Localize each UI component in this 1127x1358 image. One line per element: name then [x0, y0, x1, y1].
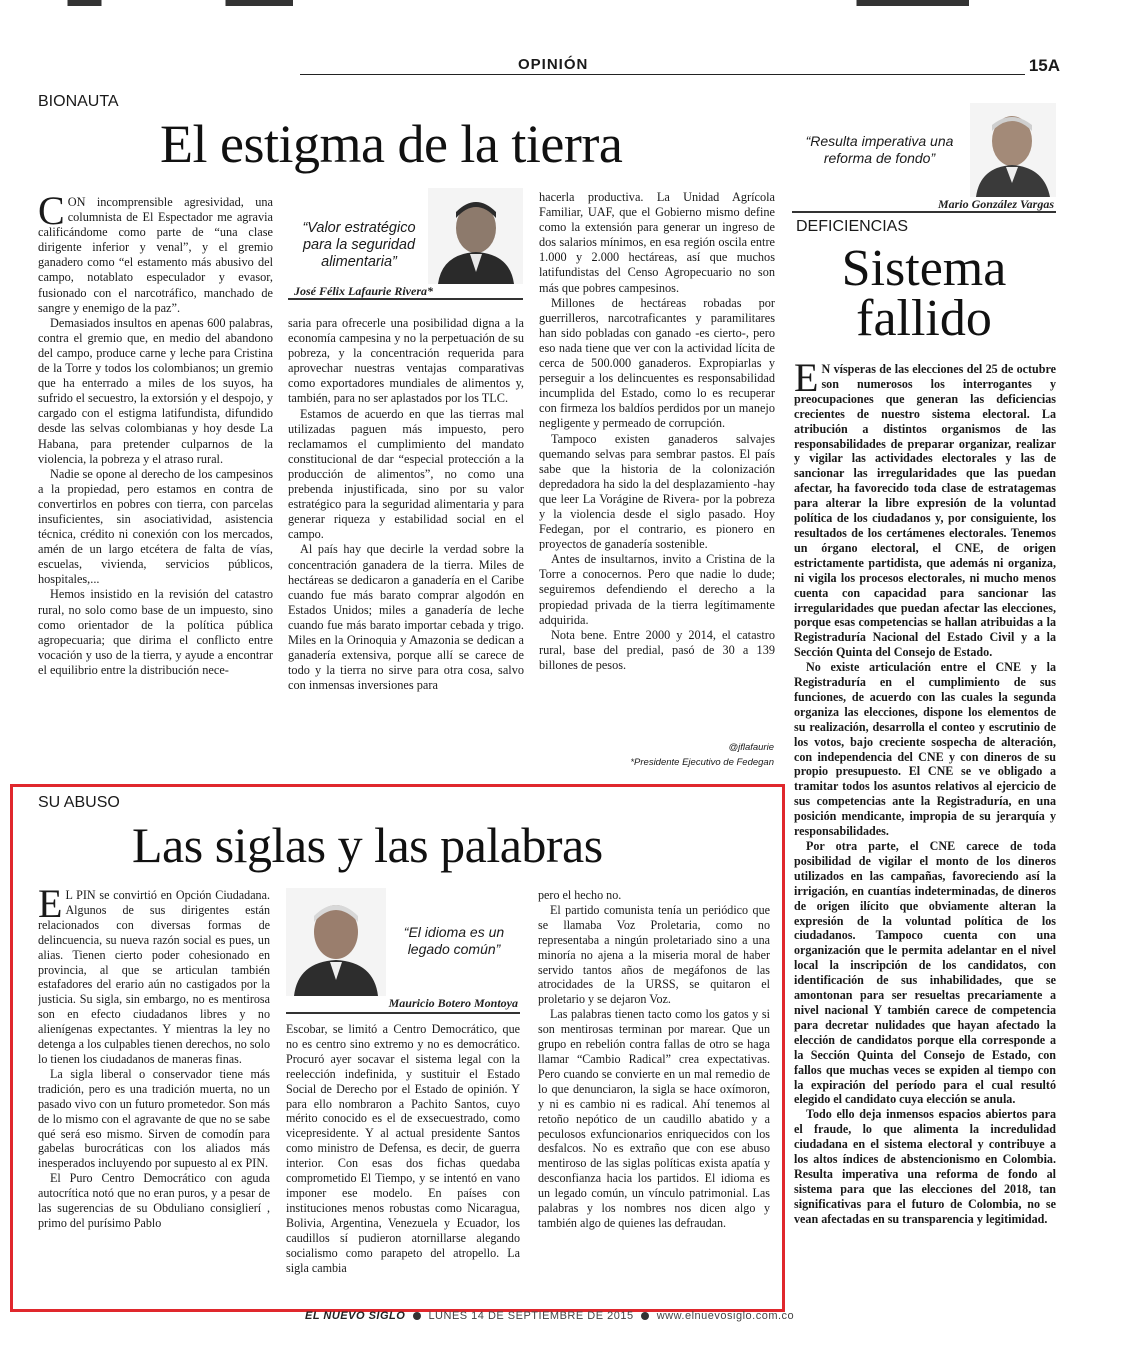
paragraph: Tampoco existen ganaderos salvajes quemando selvas para sembrar pastos. El país sabe que la historia de la colonización depredadora ha sido la del desplazamiento -hay que leer La Vorágine de Rivera- por la pobreza y la violencia desde el siglo pasado. Hoy Fedegan, por el contrario, es pionero en proyectos de ganadería sostenible. — [539, 431, 775, 552]
author-box-botero — [286, 888, 520, 1014]
page-footer — [305, 1310, 865, 1322]
article1-col1 — [38, 195, 273, 770]
portrait-photo — [286, 888, 386, 996]
article3-col3 — [538, 888, 770, 1300]
header-rule — [300, 74, 1060, 75]
headline-siglas: Las siglas y las palabras — [132, 817, 603, 873]
paragraph: Hemos insistido en la revisión del catastro rural, no solo como base de un impuesto, sino como orientador de la política pública agropecuaria; que dirima el conflicto entre vocación y uso de la tierra, y ayude a encontrar el equilibrio entre la distribución nece- — [38, 587, 273, 677]
author-role: *Presidente Ejecutivo de Fedegan — [630, 757, 774, 768]
headline-line: Sistema — [841, 240, 1007, 297]
article1-col2 — [288, 316, 524, 771]
headline-estigma: El estigma de la tierra — [160, 114, 623, 174]
bullet-icon — [641, 1312, 649, 1320]
paragraph: Nota bene. Entre 2000 y 2014, el catastro rural, base del predial, pasó de 30 a 139 billones de pesos. — [539, 627, 775, 672]
dropcap: E — [38, 888, 63, 926]
paragraph: N vísperas de las elecciones del 25 de octubre son numerosos los interrogantes y preocupaciones que generan las deficiencias crecientes de nuestro sistema electoral. La atribución a distintos organismos de las responsabilidades de preparar organizar, realizar y vigilar las actividades electorales y las de sancionar las irregularidades que las puedan afectar, ha favorecido toda clase de estratagemas para alterar la libre expresión de la voluntad política de los ciudadanos y, por consiguiente, los resultados de los certámenes electorales. Tenemos un órgano electoral, el CNE, de origen estrictamente partidista, que además ni organiza, ni vigila los procesos electorales, ni mucho menos cuenta con capacidad para sancionar las irregularidades que puedan afectar las elecciones, porque esas competencias se hallan atribuidas a la Registraduría Nacional del Estado Civil y a la Sección Quinta del Consejo de Estado. — [794, 362, 1056, 660]
portrait-photo — [970, 103, 1056, 197]
headline-line: fallido — [856, 290, 992, 347]
paragraph: Nadie se opone al derecho de los campesinos a la propiedad, pero estamos en contra de convertirlos en pobres con tierra, con parcelas insuficientes, sin asociatividad, asistencia técnica, crédito ni conexión con los mercados, amén de un largo etcétera de falta de vías, escuelas, vivienda, servicios públicos, hospitales,... — [38, 466, 273, 587]
paragraph: No existe articulación entre el CNE y la Registraduría en el cumplimiento de sus funciones, de acuerdo con las cuales la segunda organiza las elecciones, dispone los elementos de su realización, desarrolla el conteo y escrutinio de los votos, bajo creciente sospecha de alteración, con independencia del CNE y con dineros de su propio presupuesto. El CNE se ve obligado a tramitar todos los asuntos relativos al ejercicio de sus competencias ante la Registraduría, en una posición mendicante, impropia de su jerarquía y responsabilidades. — [794, 660, 1056, 839]
paragraph: Escobar, se limitó a Centro Democrático, que no es centro sino extremo y no es democrático. Procuró ayer socavar el sistema legal con la reelección indefinida, y sustituir el Estado Social de Derecho por el Estado de opinión. Y para ello nombraron a Pachito Santos, cuyo mérito conocido es el de exsecuestrado, como vicepresidente. Y al actual presidente Santos como ministro de Defensa, es decir, de guerra interior. Con esas dos fichas quedaba comprometido El Tiempo, y se intentó en vano imponer ese modelo. En países con instituciones menos robustas como Nicaragua, Bolivia, Argentina, Venezuela y Ecuador, los caudillos sí pudieron atornillarse alegando socialismo como parapeto del atropello. La sigla cambia — [286, 1022, 520, 1275]
portrait-icon — [286, 888, 386, 996]
article3-col1 — [38, 888, 270, 1300]
pull-quote: “Resulta imperativa una reforma de fondo” — [805, 133, 954, 166]
top-strip — [0, 0, 1127, 6]
article1-col3 — [539, 190, 775, 730]
dropcap: C — [38, 195, 65, 233]
pull-quote: “El idioma es un legado común” — [403, 924, 505, 957]
section-header — [300, 56, 1060, 80]
author-name: Mauricio Botero Montoya — [388, 996, 518, 1010]
portrait-icon — [428, 188, 523, 284]
paragraph: Millones de hectáreas robadas por guerrilleros, narcotraficantes y paramilitares han sido pobladas con ganado -es cierto-, pero eso nada tiene que ver con la actividad lícita de cerca de 500.000 ganaderos. Expropiarlas y perseguir a los delincuentes es responsabilidad incumplida del Estado, como lo es recuperar con firmeza los baldíos perdidos por un manejo negligente y permeado de corrupción. — [539, 295, 775, 431]
author-box-lafaurie — [288, 188, 523, 300]
portrait-icon — [970, 103, 1056, 197]
paragraph: El partido comunista tenía un periódico que se llamaba Voz Proletaria, como no representaba a ningún proletariado sino a una minoría no ajena a la miseria moral de haber servido tantos años de megáfonos de las atrocidades de la URSS, se quitaron el proletario y se dejaron Voz. — [538, 902, 770, 1007]
author-name: Mario González Vargas — [937, 197, 1054, 211]
section-label: OPINIÓN — [512, 56, 594, 73]
kicker-su-abuso: SU ABUSO — [38, 794, 120, 811]
paragraph: Estamos de acuerdo en que las tierras mal utilizadas paguen más impuesto, pero reclamamos el cumplimiento del mandato constitucional de dar “especial protección a la producción de alimentos”, no como una prebenda injustificada, sino por su valor estratégico para la seguridad alimentaria y para generar riqueza y estabilidad social en el campo. — [288, 406, 524, 542]
dropcap: E — [794, 362, 819, 400]
bullet-icon — [413, 1312, 421, 1320]
paragraph: Las palabras tienen tacto como los gatos y si son mentirosas terminan por marear. Que un grupo en rebelión contra fallas de otro se haga llamar “Cambio Radical” crea expectativas. Pero cuando se convierte en un mal remedio de lo que denunciaron, la sigla se hace oxímoron, y ni es cambio ni es radical. Ahí tenemos al retoño nepótico de un caudillo abatido y a peculosos exfuncionarios enriquecidos con los desfalcos. No es extraño que con ese abuso mentiroso de las siglas políticas exista apatía y desconfianza hacia los partidos. El idioma es un legado común, un vínculo patrimonial. Las palabras y los nombres nos dicen algo y también algo de quienes las defraudan. — [538, 1007, 770, 1230]
footer-brand: EL NUEVO SIGLO — [305, 1310, 406, 1322]
paragraph: Por otra parte, el CNE carece de toda posibilidad de vigilar el monto de los dineros utilizados en las campañas, favoreciendo así la irrigación, en cuantías indeterminadas, de dineros de origen ilícito que obviamente alteran la expresión de la voluntad política de los ciudadanos. Tampoco cuenta con una organización que le permita adelantar en el nivel local la inscripción de los candidatos, con identificación de sus inhabilidades, que se amontonan para ser resueltas precariamente a nivel nacional Y también carece de competencia para decretar nulidades que hayan afectado la elección de candidatos porque ella corresponde a la Sección Quinta del Consejo de Estado, con fallos que muchas veces se expiden al tiempo con la expiración del período para el cual resultó elegido el candidato cuya elección se anula. — [794, 839, 1056, 1107]
twitter-handle: @jflafaurie — [728, 742, 774, 753]
headline-sistema-fallido — [792, 240, 1056, 347]
footer-url: www.elnuevosiglo.com.co — [656, 1310, 795, 1322]
author-name: José Félix Lafaurie Rivera* — [294, 284, 433, 298]
author-box-gonzalez — [792, 103, 1056, 213]
paragraph: El Puro Centro Democrático con aguda autocrítica notó que no eran puros, y a pesar de las sugerencias de su Obduliano consiglierí , primo del purísimo Pablo — [38, 1171, 270, 1230]
paragraph: Todo ello deja inmensos espacios abiertos para el fraude, lo que alimenta la incredulidad ciudadana en el sistema electoral y contribuye a los altos índices de abstencionismo en Colombia. Resulta imperativa una reforma de fondo al sistema para que las elecciones del 2018, tan significativas para el futuro de Colombia, no se vean afectadas en su transparencia y legitimidad. — [794, 1107, 1056, 1226]
article2-body — [794, 362, 1056, 1302]
page-number: 15A — [1025, 56, 1060, 76]
paragraph: pero el hecho no. — [538, 888, 622, 902]
footer-date: LUNES 14 DE SEPTIEMBRE DE 2015 — [428, 1310, 634, 1322]
portrait-photo — [428, 188, 523, 284]
paragraph: Demasiados insultos en apenas 600 palabras, contra el gremio que, en medio del abandono del campo, produce carne y leche para Cristina de la Torre y todos los colombianos; un gremio que ha enterrado a miles de los suyos, ha sufrido el secuestro, la extorsión y el despojo, y cargado con el estigma latifundista, difundido desde las selvas colombianas y hoy desde La Habana, para pretender culparnos de la violencia, la pobreza y el atraso rural. — [38, 315, 273, 466]
paragraph: hacerla productiva. La Unidad Agrícola Familiar, UAF, que el Gobierno mismo define como la extensión para generar un ingreso de dos salarios mínimos, en esa región oscila entre 1.000 y 2.000 hectáreas, así que muchos latifundistas del Censo Agropecuario no son más que pobres campesinos. — [539, 190, 775, 295]
article3-col2 — [286, 1022, 520, 1300]
paragraph: L PIN se convirtió en Opción Ciudadana. Algunos de sus dirigentes están relacionados con diversas formas de delincuencia, su nueva razón social es pues, un alias. Tienen cierto poder cohesionado en provincia, al que se articulan también estafadores del erario aún no castigados por la justicia. Su sigla, sin embargo, no es mentirosa son en efecto ciudadanos libres y no alienígenas expectantes. Y mientras la ley no detenga a los culpables tienen derechos, no solo lo tienen los ciudadanos de maneras finas. — [38, 888, 270, 1066]
pull-quote: “Valor estratégico para la seguridad alimentaria” — [302, 220, 416, 270]
paragraph: ON incomprensible agresividad, una columnista de El Espectador me agravia calificándome como parte de “una clase dirigente inferior y venal”, y el gremio ganadero como “el estamento más abusivo del campo, notablato especulador y evasor, fusionado con el narcotráfico, manchado de sangre y enemigo de la paz”. — [38, 195, 273, 315]
kicker-deficiencias: DEFICIENCIAS — [796, 218, 909, 235]
paragraph: La sigla liberal o conservador tiene más tradición, pero es una tradición muerta, no un pasado vivo con un futuro prometedor. Son más de lo mismo con el agravante de que no se sabe qué será eso mismo. Sirven de comodín para gabelas burocráticas con los aliados más inesperados incluyendo por supuesto al ex PIN. — [38, 1066, 270, 1171]
paragraph: saria para ofrecerle una posibilidad digna a la economía campesina y no la perpetuación de su pobreza, y la concentración requerida para aprovechar nuestras ventajas comparativas como exportadores mundiales de alimentos y, también, para no ser aplastados por los TLC. — [288, 316, 524, 406]
paragraph: Al país hay que decirle la verdad sobre la concentración ganadera de la tierra. Miles de hectáreas se dedicaron a ganadería en el Caribe cuando fue más barato comprar algodón en Estados Unidos; miles a ganadería de leche cuando fue más barato importar cebada y trigo. Miles en la Orinoquia y Amazonia se dedican a ganadería extensiva, porque allí se carece de todo y la tierra no sirve para otra cosa, salvo con inmensas inversiones para — [288, 542, 524, 693]
kicker-bionauta: BIONAUTA — [38, 93, 119, 110]
paragraph: Antes de insultarnos, invito a Cristina de la Torre a conocernos. Pero que nadie lo dude; seguiremos defendiendo el derecho a la propiedad privada de la tierra legítimamente adquirida. — [539, 552, 775, 627]
